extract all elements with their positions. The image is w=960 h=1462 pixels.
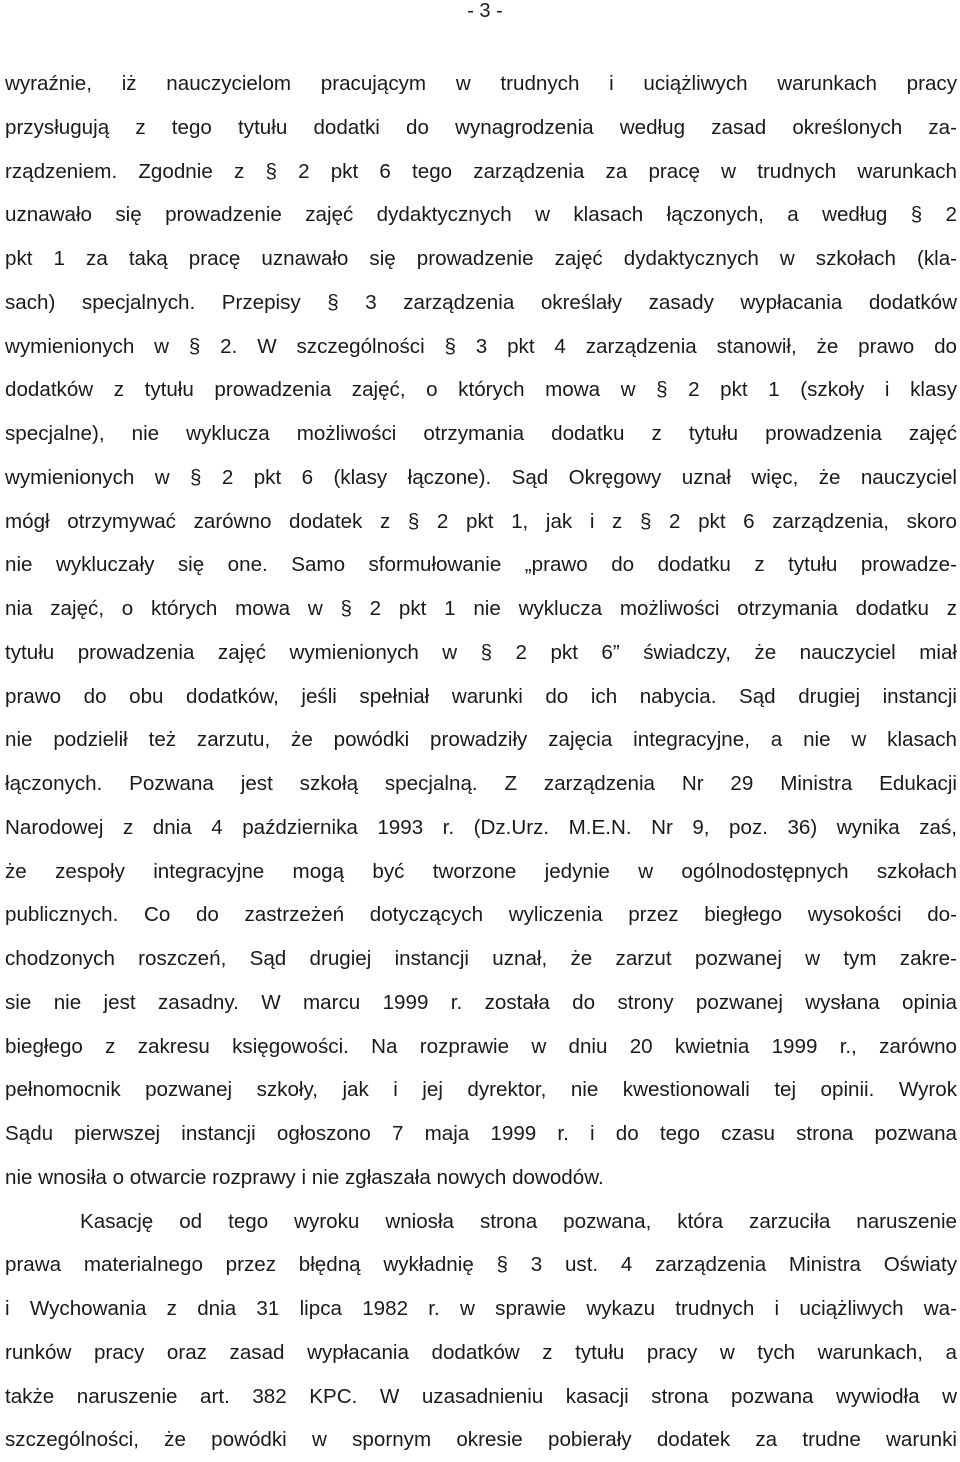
page-number-text: - 3 - (467, 0, 503, 22)
text-line: runków pracy oraz zasad wypłacania dodatków z tytułu pracy w tych warunkach, a (5, 1340, 957, 1364)
text-line: tytułu prowadzenia zajęć wymienionych w § 2 pkt 6” świadczy, że nauczyciel miał (5, 640, 957, 664)
text-line: wymienionych w § 2. W szczególności § 3 pkt 4 zarządzenia stanowił, że prawo do (5, 334, 957, 358)
text-line: i Wychowania z dnia 31 lipca 1982 r. w sprawie wykazu trudnych i uciążliwych wa- (5, 1297, 957, 1320)
text-line: wymienionych w § 2 pkt 6 (klasy łączone). Sąd Okręgowy uznał więc, że nauczyciel (5, 465, 957, 489)
text-line: nie wykluczały się one. Samo sformułowanie „prawo do dodatku z tytułu prowadze- (5, 553, 957, 577)
text-line: dodatków z tytułu prowadzenia zajęć, o których mowa w § 2 pkt 1 (szkoły i klasy (5, 378, 957, 402)
text-line: nia zajęć, o których mowa w § 2 pkt 1 nie wyklucza możliwości otrzymania dodatku z (5, 597, 957, 620)
text-line: biegłego z zakresu księgowości. Na rozprawie w dniu 20 kwietnia 1999 r., zarówno (5, 1034, 957, 1058)
text-line: Narodowej z dnia 4 października 1993 r. (Dz.Urz. M.E.N. Nr 9, poz. 36) wynika zaś, (5, 815, 957, 839)
paragraph-first-line: Kasację od tego wyroku wniosła strona pozwana, która zarzuciła naruszenie (80, 1209, 957, 1233)
text-line: uznawało się prowadzenie zajęć dydaktycznych w klasach łączonych, a według § 2 (5, 203, 957, 227)
text-line: także naruszenie art. 382 KPC. W uzasadnieniu kasacji strona pozwana wywiodła w (5, 1384, 957, 1408)
text-line: nie podzielił też zarzutu, że powódki prowadziły zajęcia integracyjne, a nie w klasach (5, 728, 957, 752)
text-line: chodzonych roszczeń, Sąd drugiej instancji uznał, że zarzut pozwanej w tym zakre- (5, 947, 957, 970)
text-line: sach) specjalnych. Przepisy § 3 zarządzenia określały zasady wypłacania dodatków (5, 290, 957, 314)
text-line: przysługują z tego tytułu dodatki do wynagrodzenia według zasad określonych za- (5, 115, 957, 139)
text-line: że zespoły integracyjne mogą być tworzone jedynie w ogólnodostępnych szkołach (5, 859, 957, 883)
text-line: specjalne), nie wyklucza możliwości otrzymania dodatku z tytułu prowadzenia zajęć (5, 422, 957, 445)
text-line: sie nie jest zasadny. W marcu 1999 r. została do strony pozwanej wysłana opinia (5, 990, 957, 1014)
text-line: pkt 1 za taką pracę uznawało się prowadzenie zajęć dydaktycznych w szkołach (kla- (5, 247, 957, 270)
text-line: szczególności, że powódki w spornym okresie pobierały dodatek za trudne warunki (5, 1428, 957, 1452)
document-body (5, 62, 957, 1462)
text-line: Sądu pierwszej instancji ogłoszono 7 maja 1999 r. i do tego czasu strona pozwana (5, 1122, 957, 1145)
text-line: mógł otrzymywać zarówno dodatek z § 2 pkt 1, jak i z § 2 pkt 6 zarządzenia, skoro (5, 509, 957, 533)
text-line: publicznych. Co do zastrzeżeń dotyczących wyliczenia przez biegłego wysokości do- (5, 903, 957, 927)
text-line: prawa materialnego przez błędną wykładnię § 3 ust. 4 zarządzenia Ministra Oświaty (5, 1253, 957, 1277)
text-line: wyraźnie, iż nauczycielom pracującym w trudnych i uciążliwych warunkach pracy (5, 72, 957, 95)
text-line: nie wnosiła o otwarcie rozprawy i nie zgłaszała nowych dowodów. (5, 1165, 604, 1189)
text-line: łączonych. Pozwana jest szkołą specjalną. Z zarządzenia Nr 29 Ministra Edukacji (5, 772, 957, 795)
text-line: prawo do obu dodatków, jeśli spełniał warunki do ich nabycia. Sąd drugiej instancji (5, 684, 957, 708)
text-line: rządzeniem. Zgodnie z § 2 pkt 6 tego zarządzenia za pracę w trudnych warunkach (5, 159, 957, 183)
page-number (0, 0, 960, 22)
text-line: pełnomocnik pozwanej szkoły, jak i jej dyrektor, nie kwestionowali tej opinii. Wyrok (5, 1078, 957, 1102)
